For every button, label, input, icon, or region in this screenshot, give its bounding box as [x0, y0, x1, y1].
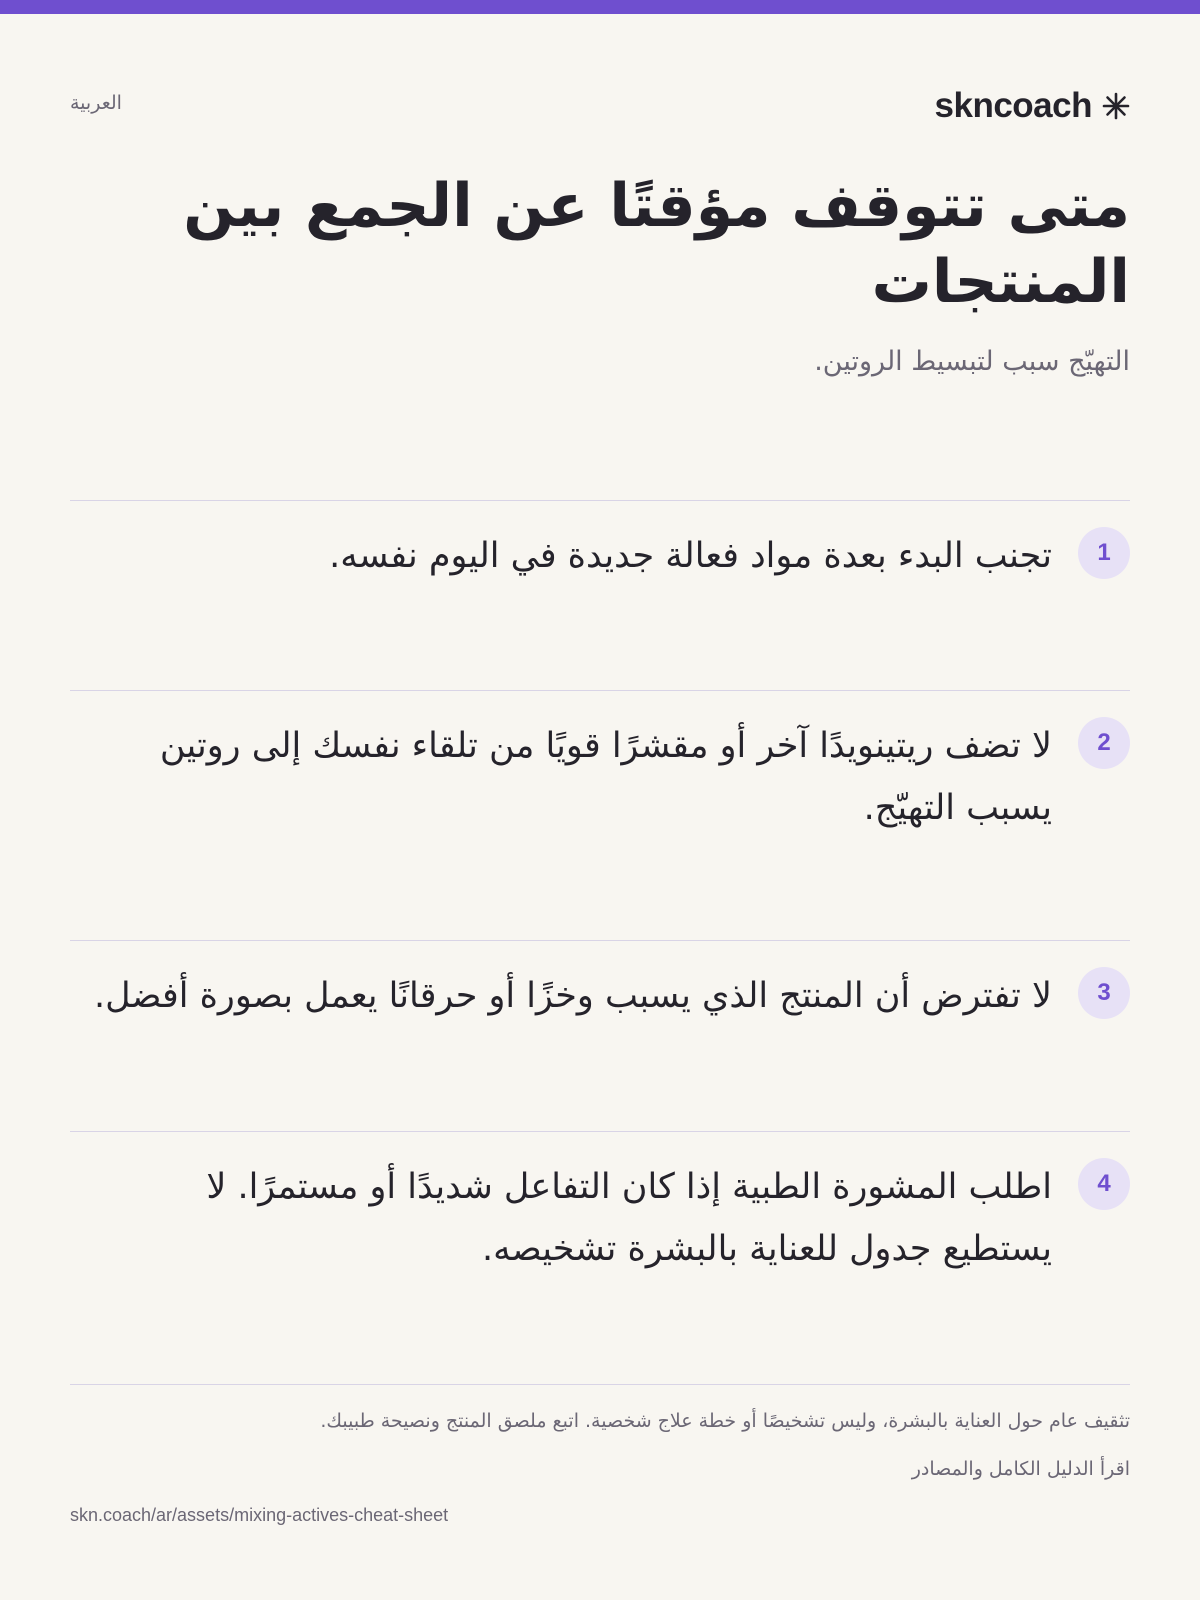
source-url: skn.coach/ar/assets/mixing-actives-cheat-sheet — [70, 1505, 449, 1525]
item-number-badge: 3 — [1078, 967, 1130, 1019]
item-number-badge: 2 — [1078, 717, 1130, 769]
item-text: اطلب المشورة الطبية إذا كان التفاعل شديدًا أو مستمرًا. لا يستطيع جدول للعناية بالبشرة تشخيصه. — [206, 1167, 1052, 1269]
list-item — [70, 690, 1130, 941]
page-subtitle: التهيّج سبب لتبسيط الروتين. — [814, 346, 1130, 377]
asterisk-icon — [1102, 92, 1130, 120]
language-link[interactable]: العربية — [70, 92, 122, 114]
item-text: تجنب البدء بعدة مواد فعالة جديدة في اليوم نفسه. — [329, 536, 1052, 576]
cheat-sheet-page — [70, 0, 1130, 1600]
header — [70, 86, 1130, 130]
item-number-badge: 1 — [1078, 527, 1130, 579]
brand-name: skncoach — [934, 86, 1092, 125]
footer-divider — [70, 1384, 1130, 1385]
disclaimer: تثقيف عام حول العناية بالبشرة، وليس تشخيصًا أو خطة علاج شخصية. اتبع ملصق المنتج ونصيحة طبيبك. — [320, 1410, 1130, 1432]
list-item — [70, 940, 1130, 1132]
brand-logo[interactable] — [935, 86, 1130, 126]
item-number-badge: 4 — [1078, 1158, 1130, 1210]
list-item — [70, 1131, 1130, 1382]
full-guide-link[interactable]: اقرأ الدليل الكامل والمصادر — [911, 1458, 1130, 1480]
list-item — [70, 500, 1130, 691]
page-title: متى تتوقف مؤقتًا عن الجمع بين المنتجات — [183, 171, 1130, 317]
item-text: لا تفترض أن المنتج الذي يسبب وخزًا أو حرقانًا يعمل بصورة أفضل. — [94, 976, 1052, 1016]
item-text: لا تضف ريتينويدًا آخر أو مقشرًا قويًا من تلقاء نفسك إلى روتين يسبب التهيّج. — [159, 726, 1052, 828]
